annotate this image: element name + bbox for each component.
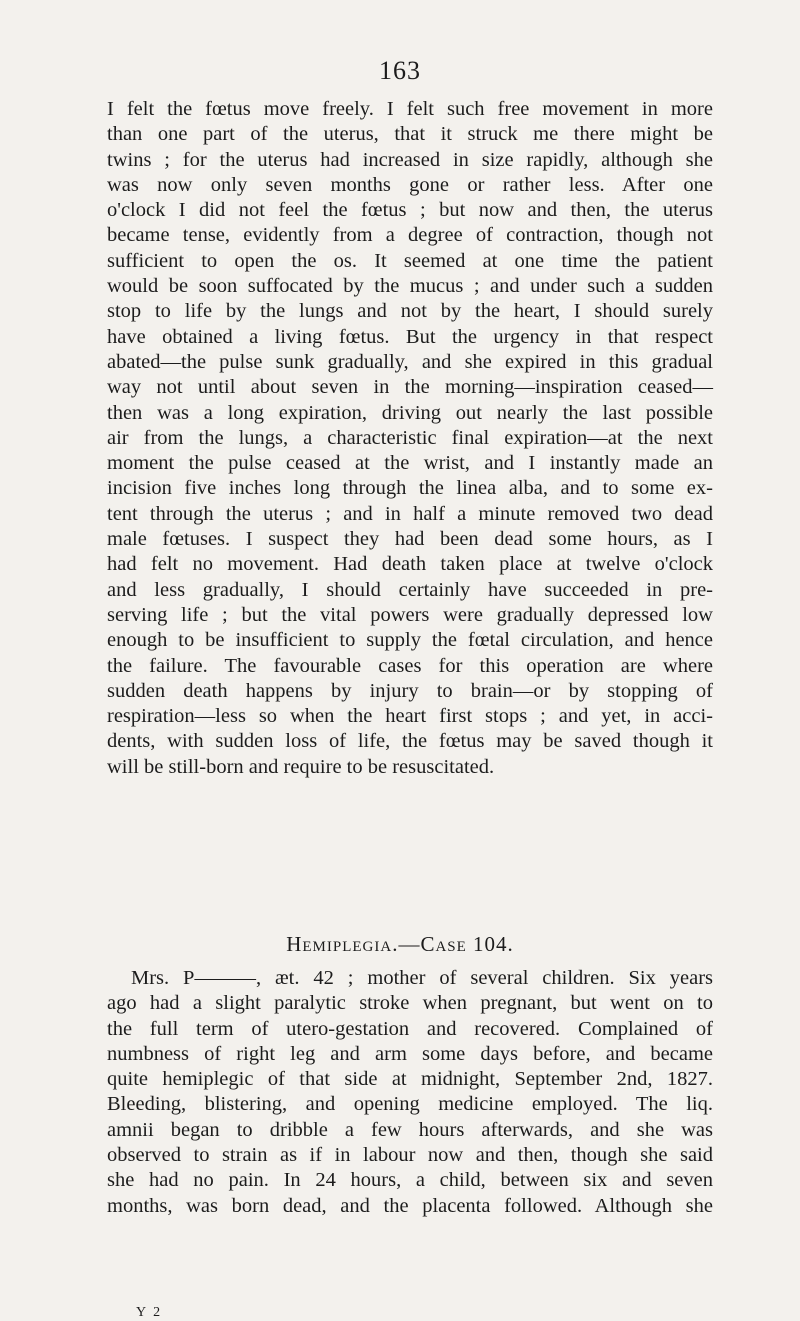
paragraph-case-continuation: [107, 97, 713, 780]
text-line: sufficient to open the os. It seemed at one time the patient: [107, 249, 713, 272]
text-line: ago had a slight paralytic stroke when pregnant, but went on to: [107, 992, 713, 1015]
text-line: air from the lungs, a characteristic final expiration—at the next: [107, 426, 713, 449]
text-line: observed to strain as if in labour now and then, though she said: [107, 1144, 713, 1167]
text-line: abated—the pulse sunk gradually, and she expired in this gradual: [107, 350, 713, 373]
text-line: numbness of right leg and arm some days before, and became: [107, 1042, 713, 1065]
text-line: sudden death happens by injury to brain—or by stopping of: [107, 679, 713, 702]
text-line: she had no pain. In 24 hours, a child, between six and seven: [107, 1169, 713, 1192]
signature-mark: Y 2: [136, 1305, 163, 1320]
text-line: stop to life by the lungs and not by the heart, I should surely: [107, 300, 713, 323]
text-line: quite hemiplegic of that side at midnight, September 2nd, 1827.: [107, 1068, 713, 1091]
text-line: have obtained a living fœtus. But the urgency in that respect: [107, 325, 713, 348]
text-line: way not until about seven in the morning—inspiration ceased—: [107, 376, 713, 399]
text-line: the failure. The favourable cases for this operation are where: [107, 654, 713, 677]
text-line: will be still-born and require to be resuscitated.: [107, 755, 495, 778]
text-line: Bleeding, blistering, and opening medicine employed. The liq.: [107, 1093, 713, 1116]
text-line: and less gradually, I should certainly have succeeded in pre-: [107, 578, 713, 601]
text-line: incision five inches long through the linea alba, and to some ex-: [107, 477, 713, 500]
text-line: I felt the fœtus move freely. I felt such free movement in more: [107, 98, 713, 120]
text-line: serving life ; but the vital powers were gradually depressed low: [107, 603, 713, 626]
text-line: twins ; for the uterus had increased in size rapidly, although she: [107, 148, 713, 171]
text-line: then was a long expiration, driving out nearly the last possible: [107, 401, 713, 424]
text-line: moment the pulse ceased at the wrist, and I instantly made an: [107, 452, 713, 475]
text-line: the full term of utero-gestation and recovered. Complained of: [107, 1017, 713, 1040]
case-heading: Hemiplegia.—Case 104.: [286, 932, 514, 956]
text-line: became tense, evidently from a degree of contraction, though not: [107, 224, 713, 247]
paragraph-case-104: [107, 966, 713, 1219]
text-line: amnii began to dribble a few hours afterwards, and she was: [107, 1118, 713, 1141]
text-line: tent through the uterus ; and in half a minute removed two dead: [107, 502, 713, 525]
page-number: 163: [379, 56, 421, 85]
text-line: months, was born dead, and the placenta followed. Although she: [107, 1194, 713, 1217]
text-line: Mrs. P———, æt. 42 ; mother of several children. Six years: [131, 967, 713, 989]
text-line: had felt no movement. Had death taken place at twelve o'clock: [107, 553, 713, 576]
text-line: male fœtuses. I suspect they had been dead some hours, as I: [107, 528, 713, 551]
text-line: enough to be insufficient to supply the fœtal circulation, and hence: [107, 629, 713, 652]
text-line: o'clock I did not feel the fœtus ; but now and then, the uterus: [107, 199, 713, 222]
text-line: dents, with sudden loss of life, the fœtus may be saved though it: [107, 730, 713, 753]
text-line: was now only seven months gone or rather less. After one: [107, 173, 713, 196]
text-line: would be soon suffocated by the mucus ; and under such a sudden: [107, 275, 713, 298]
text-line: than one part of the uterus, that it struck me there might be: [107, 123, 713, 146]
text-line: respiration—less so when the heart first stops ; and yet, in acci-: [107, 705, 713, 728]
